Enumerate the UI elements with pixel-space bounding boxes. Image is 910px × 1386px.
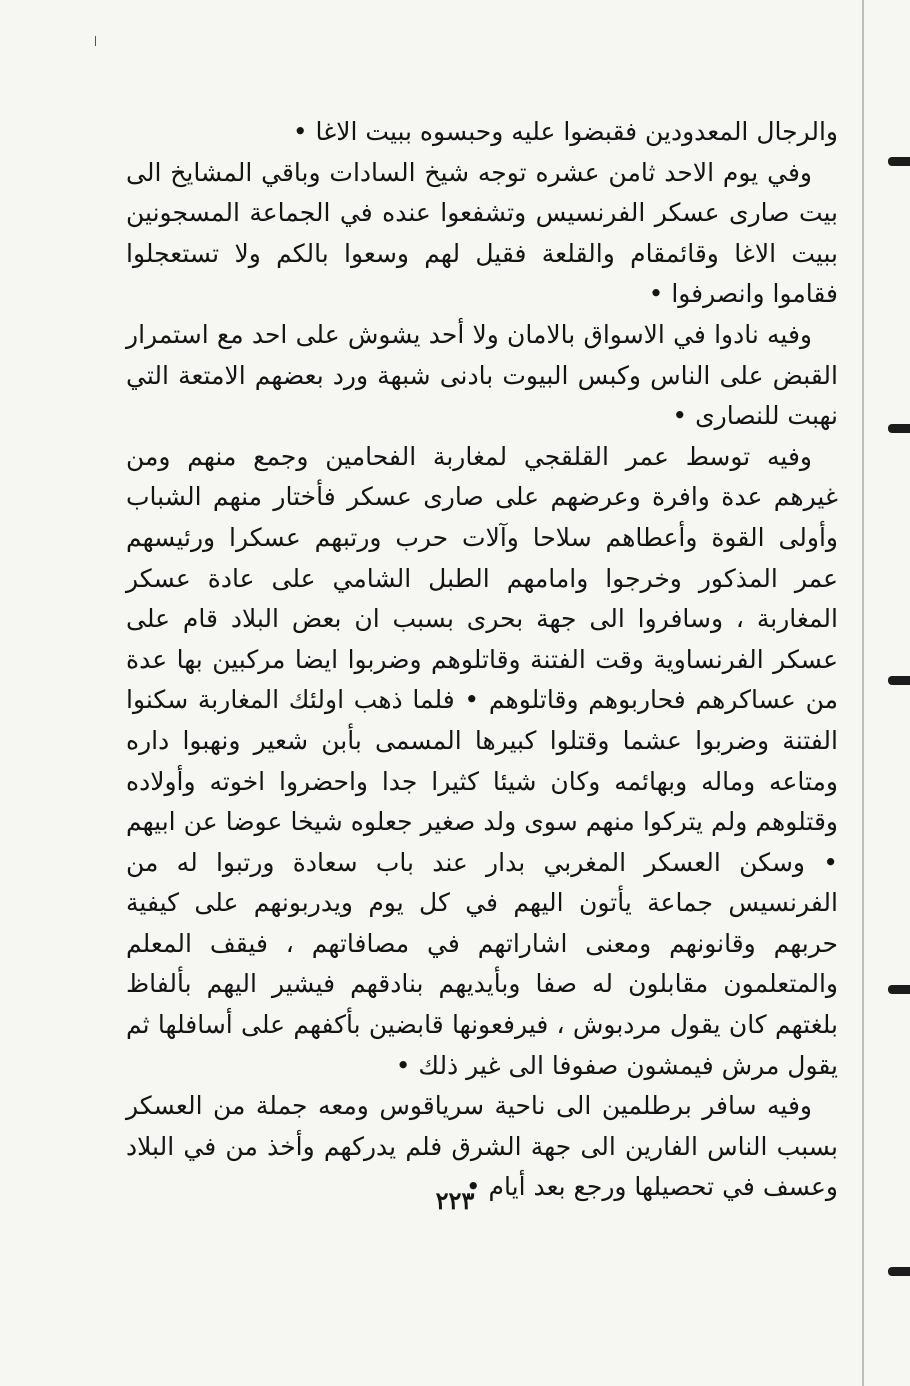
body-text: [126, 112, 838, 1208]
paragraph: وفيه نادوا في الاسواق بالامان ولا أحد يشوش على احد مع استمرار القبض على الناس وكبس البيوت بادنى شبهة ورد بعضهم الامتعة التي نهبت للنصارى •: [126, 319, 838, 431]
edge-mark: [888, 985, 910, 994]
edge-mark: [888, 157, 910, 166]
paragraph: وفيه توسط عمر القلقجي لمغاربة الفحامين وجمع منهم ومن غيرهم عدة وافرة وعرضهم على صارى عسكر فأختار منهم الشباب وأولى القوة وأعطاهم سلاحا وآلات حرب ورتبهم عسكرا ورئيسهم عمر المذكور وخرجوا وامامهم الطبل الشامي على عادة عسكر المغاربة ، وسافروا الى جهة بحرى بسبب ان بعض البلاد قام على عسكر الفرنساوية وقت الفتنة وقاتلوهم وضربوا ايضا مركبين بها عدة من عساكرهم فحاربوهم وقاتلوهم • فلما ذهب اولئك المغاربة سكنوا الفتنة وضربوا عشما وقتلوا كبيرها المسمى بأبن شعير ونهبوا داره ومتاعه وماله وبهائمه وكان شيئا كثيرا جدا واحضروا اخوته وأولاده وقتلوهم ولم يتركوا منهم سوى ولد صغير جعلوه شيخا عوضا عن ابيهم • وسكن العسكر المغربي بدار عند باب سعادة ورتبوا له من الفرنسيس جماعة يأتون اليهم في كل يوم ويدربونهم على كيفية حربهم وقانونهم ومعنى اشاراتهم في مصافاتهم ، فيقف المعلم والمتعلمون مقابلون له صفا وبأيديهم بنادقهم فيشير اليهم بألفاظ بلغتهم كان يقول مردبوش ، فيرفعونها قابضين بأكفهم على أسافلها ثم يقول مرش فيمشون صفوفا الى غير ذلك •: [126, 441, 838, 1080]
edge-mark: [888, 1267, 910, 1276]
paragraph: وفيه سافر برطلمين الى ناحية سرياقوس ومعه جملة من العسكر بسبب الناس الفارين الى جهة الشرق فلم يدركهم وأخذ من في البلاد وعسف في تحصيلها ورجع بعد أيام •: [126, 1091, 838, 1202]
edge-mark: [888, 676, 910, 685]
edge-mark: [888, 424, 910, 433]
page-edge: [862, 0, 864, 1386]
page-number: ٢٢٣: [435, 1186, 475, 1215]
paragraph: وفي يوم الاحد ثامن عشره توجه شيخ السادات وباقي المشايخ الى بيت صارى عسكر الفرنسيس وتشفعوا عنده في الجماعة المسجونين ببيت الاغا وقائمقام والقلعة فقيل لهم وسعوا بالكم ولا تستعجلوا فقاموا وانصرفوا •: [126, 157, 838, 309]
margin-tick: [95, 36, 96, 46]
paragraph: والرجال المعدودين فقبضوا عليه وحبسوه ببيت الاغا •: [292, 117, 838, 146]
